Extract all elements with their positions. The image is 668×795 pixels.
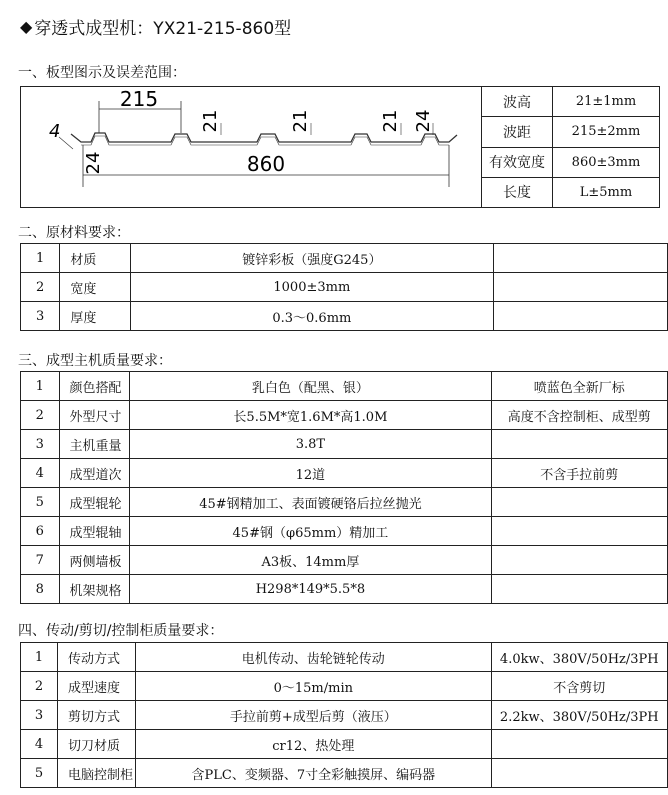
dim-h1: 21 [200,109,221,133]
row-number: 3 [21,302,60,331]
row-number: 7 [21,546,60,575]
row-note: 喷蓝色全新厂标 [491,372,667,401]
drive-table [20,642,668,788]
row-note: 高度不含控制柜、成型剪 [491,401,667,430]
row-item: 两侧墙板 [59,546,130,575]
section-heading-machine: 三、成型主机质量要求： [18,353,172,369]
table-row [21,372,668,401]
table-row [21,302,668,331]
profile-table [20,86,660,208]
row-number: 4 [21,730,58,759]
row-number: 3 [21,701,58,730]
row-value: 乳白色（配黑、银） [130,372,491,401]
row-number: 1 [21,372,60,401]
row-note: 不含手拉前剪 [491,459,667,488]
row-value: 45#钢（φ65mm）精加工 [130,517,491,546]
row-item: 宽度 [60,273,130,302]
row-value: 1000±3mm [130,273,494,302]
table-row [21,273,668,302]
row-value: 12道 [130,459,491,488]
table-row [21,401,668,430]
row-note: 2.2kw、380V/50Hz/3PH [491,701,667,730]
row-value: A3板、14mm厚 [130,546,491,575]
row-value: 0～15m/min [136,672,492,701]
row-note: 不含剪切 [491,672,667,701]
row-note [494,244,668,273]
row-note [491,488,667,517]
row-item: 剪切方式 [58,701,136,730]
table-row [21,546,668,575]
spec-value-cell: 860±3mm [553,147,660,177]
row-number: 5 [21,759,58,788]
dim-h2: 21 [290,109,311,133]
profile-outline [71,133,457,142]
row-note [491,430,667,459]
row-note [491,575,667,604]
row-item: 外型尺寸 [59,401,130,430]
row-item: 切刀材质 [58,730,136,759]
spec-value-cell: 215±2mm [553,117,660,147]
page-title-text: 穿透式成型机：YX21-215-860型 [34,19,292,39]
row-value: 镀锌彩板（强度G245） [130,244,494,273]
table-row [21,488,668,517]
row-item: 材质 [60,244,130,273]
row-note [491,517,667,546]
section-heading-diagram: 一、板型图示及误差范围： [18,65,186,81]
row-value: 长5.5M*宽1.6M*高1.0M [130,401,491,430]
row-number: 2 [21,401,60,430]
row-number: 1 [21,643,58,672]
row-note [491,546,667,575]
row-number: 5 [21,488,60,517]
row-number: 6 [21,517,60,546]
spec-label-cell: 长度 [482,177,553,207]
row-item: 颜色搭配 [59,372,130,401]
table-row [21,701,668,730]
row-number: 1 [21,244,60,273]
profile-diagram-cell [21,87,482,208]
diamond-icon: ◆ [20,17,33,36]
row-value: 含PLC、变频器、7寸全彩触摸屏、编码器 [136,759,492,788]
dim-edge: 4 [49,121,61,142]
section-heading-materials: 二、原材料要求： [18,225,130,241]
row-note [494,273,668,302]
spec-value-cell: L±5mm [553,177,660,207]
section-heading-drive: 四、传动/剪切/控制柜质量要求： [18,623,224,639]
dim-width: 860 [246,152,286,176]
table-row [21,244,668,273]
dim-h4: 24 [413,109,434,133]
row-value: H298*149*5.5*8 [130,575,491,604]
row-item: 机架规格 [59,575,130,604]
row-item: 成型速度 [58,672,136,701]
row-item: 主机重量 [59,430,130,459]
row-note: 4.0kw、380V/50Hz/3PH [491,643,667,672]
row-note [491,730,667,759]
row-item: 传动方式 [58,643,136,672]
row-item: 成型辊轴 [59,517,130,546]
spec-label-cell: 波距 [482,117,553,147]
row-value: 0.3～0.6mm [130,302,494,331]
row-value: 手拉前剪+成型后剪（液压） [136,701,492,730]
dim-left-height: 24 [83,151,104,175]
table-row [21,643,668,672]
spec-label-cell: 波高 [482,87,553,117]
row-number: 4 [21,459,60,488]
machine-table [20,371,668,604]
dim-pitch: 215 [119,87,159,111]
row-item: 成型辊轮 [59,488,130,517]
row-value: 3.8T [130,430,491,459]
table-row [21,759,668,788]
row-item: 电脑控制柜 [58,759,136,788]
row-note [494,302,668,331]
table-row [21,730,668,759]
table-row [21,575,668,604]
spec-label-cell: 有效宽度 [482,147,553,177]
table-row [21,672,668,701]
row-number: 3 [21,430,60,459]
row-number: 2 [21,273,60,302]
row-number: 2 [21,672,58,701]
materials-table [20,243,668,331]
page-title [20,14,291,39]
spec-value-cell: 21±1mm [553,87,660,117]
row-item: 厚度 [60,302,130,331]
row-value: 45#钢精加工、表面镀硬铬后拉丝抛光 [130,488,491,517]
dim-h3: 21 [380,109,401,133]
table-row [21,430,668,459]
row-value: 电机传动、齿轮链轮传动 [136,643,492,672]
profile-diagram [21,87,481,203]
row-note [491,759,667,788]
row-item: 成型道次 [59,459,130,488]
table-row [21,517,668,546]
row-value: cr12、热处理 [136,730,492,759]
row-number: 8 [21,575,60,604]
table-row [21,459,668,488]
